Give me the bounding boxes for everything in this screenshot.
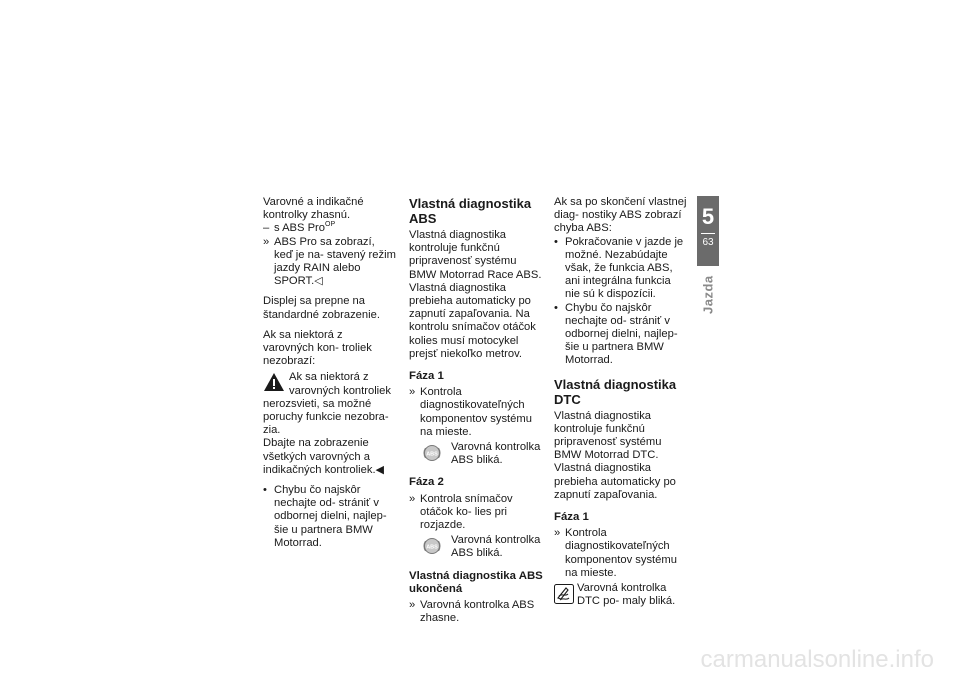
dtc-phase-1-lamp [554,582,687,608]
column-1 [263,196,396,550]
dtc-phase-1-heading: Fáza 1 [554,511,589,524]
abs-self-diagnosis-heading: Vlastná diagnostika ABS [409,196,532,226]
svg-text:ABS: ABS [426,544,438,551]
abs-diagnosis-done-heading: Vlastná diagnostika ABS ukončená [409,569,543,595]
dtc-self-diagnosis-body: Vlastná diagnostika kontroluje funkčnú pripravenosť systému BMW Motorrad DTC. Vlastná diagnostika prebieha automaticky po zapnutí zapaľovania. [554,409,676,501]
phase-1-result: » Kontrola diagnostikovateľných komponentov systému na mieste. [409,386,545,439]
abs-pro-condition [263,222,396,235]
dtc-self-diagnosis-heading: Vlastná diagnostika DTC [554,376,677,407]
continue-riding-bullet: • Pokračovanie v jazde je možné. Nezabúdajte však, že funkcia ABS, ani integrálna funkcia nie sú k dispozícii. [554,236,687,302]
dtc-phase-1-result: » Kontrola diagnostikovateľných komponentov systému na mieste. [554,527,687,580]
abs-pro-result: » ABS Pro sa zobrazí, keď je na- stavený režim jazdy RAIN alebo SPORT.◁ [263,236,396,289]
abs-lamp-icon [422,443,442,463]
warning-block [263,371,396,477]
abs-diagnosis-done-result: » Varovná kontrolka ABS zhasne. [409,599,545,625]
lamps-off-text: Varovné a indikačné kontrolky zhasnú. [263,196,364,222]
svg-text:ABS: ABS [426,451,438,458]
abs-pro-label: s ABS Pro [274,222,325,235]
abs-error-intro: Ak sa po skončení vlastnej diag- nostiky ABS zobrazí chyba ABS: [554,196,687,235]
watermark: carmanualsonline.info [700,646,934,673]
abs-lamp-icon [422,536,442,556]
chapter-number: 5 [701,204,715,229]
workshop-bullet-2: • Chybu čo najskôr nechajte od- strániť v odbornej dielni, najlep- šie u partnera BMW Motorrad. [554,302,687,368]
chapter-label: Jazda [700,275,716,315]
optional-equipment-mark: OP [325,221,336,229]
page-number: 63 [702,237,714,248]
workshop-bullet: • Chybu čo najskôr nechajte od- strániť v odbornej dielni, najlep- šie u partnera BMW Motorrad. [263,484,396,550]
phase-2-lamp [420,534,545,560]
phase-1-heading: Fáza 1 [409,370,444,383]
column-3 [554,196,687,608]
phase-2-result: » Kontrola snímačov otáčok ko- lies pri rozjazde. [409,493,545,533]
chapter-tab [697,196,719,266]
warning-text: Ak sa niektorá z varovných kontroliek nerozsvieti, sa možné poruchy funkcie nezobra- zia. [263,371,391,437]
warning-triangle-icon [263,372,285,392]
dtc-lamp-icon [554,584,574,604]
dtc-phase-1-lamp-text: Varovná kontrolka DTC po- maly bliká. [577,582,676,608]
display-switch-text: Displej sa prepne na štandardné zobrazenie. [263,295,380,321]
phase-2-lamp-text: Varovná kontrolka ABS bliká. [451,534,541,560]
phase-2-heading: Fáza 2 [409,476,444,489]
phase-1-lamp [420,441,545,467]
chapter-divider [701,233,715,234]
phase-1-lamp-text: Varovná kontrolka ABS bliká. [451,441,541,467]
column-2 [409,196,545,625]
missing-lamp-text: Ak sa niektorá z varovných kon- troliek nezobrazí: [263,328,372,368]
warning-text-2: Dbajte na zobrazenie všetkých varovných a indikačných kontroliek.◀ [263,437,385,476]
abs-self-diagnosis-body: Vlastná diagnostika kontroluje funkčnú pripravenosť systému BMW Motorrad Race ABS. Vlastná diagnostika prebieha automaticky po zapnutí zapaľovania. Na kontrolu snímačov otáčok kolies musí motocykel prejsť niekoľko metrov. [409,229,542,360]
